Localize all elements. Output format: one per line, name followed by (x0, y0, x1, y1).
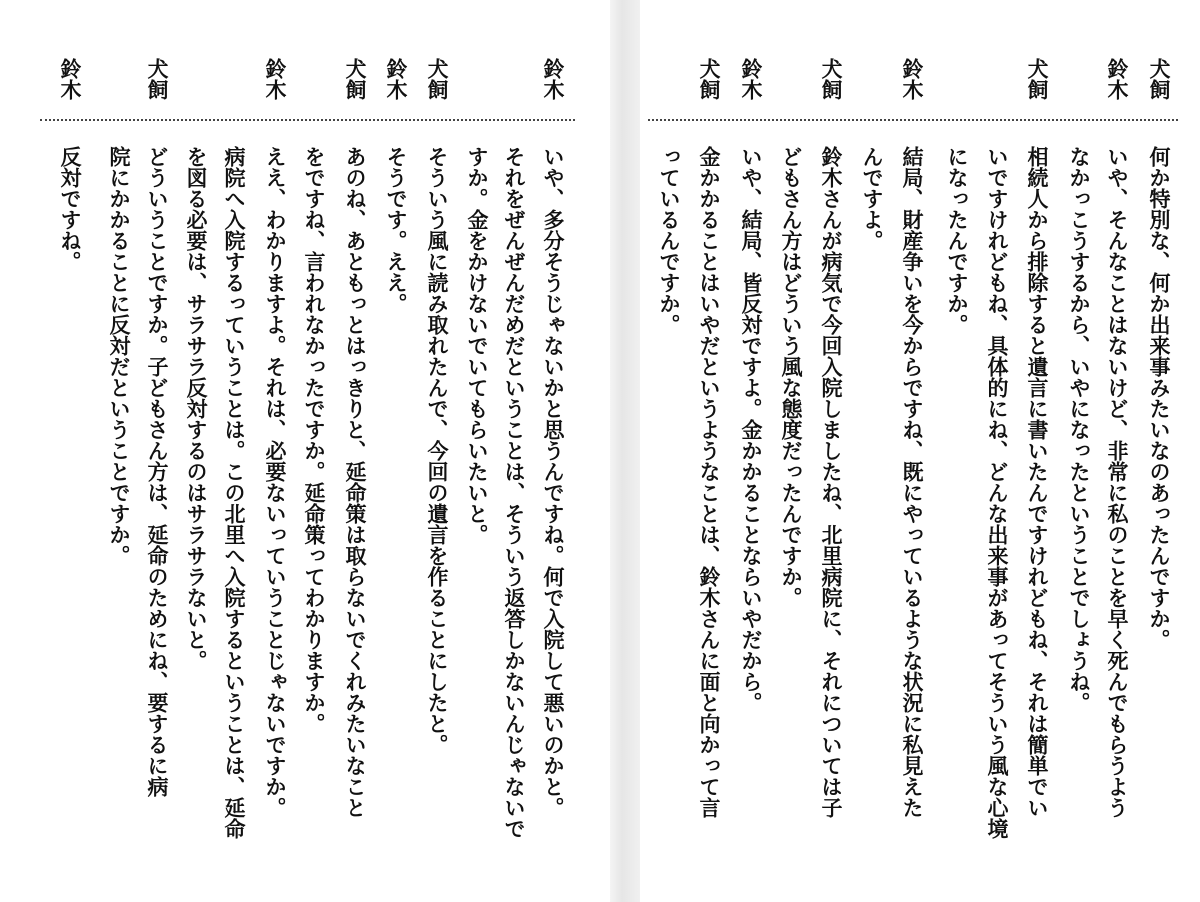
speaker-label: 犬飼 (1025, 58, 1050, 100)
dialogue-line: んですよ。 (860, 146, 885, 251)
dialogue-line: そういう風に読み取れたんで、今回の遺言を作ることにしたと。 (425, 146, 450, 755)
dialogue-line: すか。金をかけないでいてもらいたいと。 (465, 146, 490, 545)
dialogue-line: ええ、わかりますよ。それは、必要ないっていうことじゃないですか。 (263, 146, 288, 818)
dialogue-line: どもさん方はどういう風な態度だったんですか。 (779, 146, 804, 608)
speaker-label: 犬飼 (425, 58, 450, 100)
dotted-divider (648, 119, 1178, 121)
dialogue-line: それをぜんぜんだめだということは、そういう返答しかないんじゃないで (502, 146, 527, 839)
speaker-label: 犬飼 (1147, 58, 1172, 100)
dialogue-line: いや、多分そうじゃないかと思うんですね。何で入院して悪いのかと。 (541, 146, 566, 818)
dialogue-line: 鈴木さんが病気で今回入院しましたね、北里病院に、それについては子 (819, 146, 844, 818)
dialogue-line: をですね、言われなかったですか。延命策ってわかりますか。 (302, 146, 327, 734)
dialogue-line: を図る必要は、サラサラ反対するのはサラサラないと。 (184, 146, 209, 671)
speaker-label: 鈴木 (900, 58, 925, 100)
dialogue-line: 反対ですね。 (58, 146, 83, 272)
book-gutter (610, 0, 640, 902)
dialogue-line: 結局、財産争いを今からですね、既にやっているような状況に私見えた (900, 146, 925, 818)
speaker-label: 鈴木 (58, 58, 83, 100)
speaker-label: 鈴木 (739, 58, 764, 100)
dialogue-line: っているんですか。 (657, 146, 682, 335)
dialogue-line: そうです。ええ。 (384, 146, 409, 314)
dialogue-line: 金かかることはいやだというようなことは、鈴木さんに面と向かって言 (697, 146, 722, 818)
speaker-label: 鈴木 (541, 58, 566, 100)
speaker-label: 鈴木 (384, 58, 409, 100)
dialogue-line: 病院へ入院するっていうことは。この北里へ入院するということは、延命 (222, 146, 247, 839)
dialogue-line: あのね、あともっとはっきりと、延命策は取らないでくれみたいなこと (343, 146, 368, 818)
dialogue-line: いや、そんなことはないけど、非常に私のことを早く死んでもらうよう (1105, 146, 1130, 818)
dialogue-line: 院にかかることに反対だということですか。 (107, 146, 132, 566)
speaker-label: 鈴木 (263, 58, 288, 100)
right-page (640, 0, 1200, 902)
dotted-divider (40, 119, 575, 121)
speaker-label: 犬飼 (819, 58, 844, 100)
dialogue-line: 相続人から排除すると遺言に書いたんですけれどもね、それは簡単でい (1025, 146, 1050, 818)
speaker-label: 犬飼 (145, 58, 170, 100)
dialogue-line: になったんですか。 (945, 146, 970, 335)
dialogue-line: なかっこうするから、いやになったということでしょうね。 (1067, 146, 1092, 713)
dialogue-line: いや、結局、皆反対ですよ。金かかることならいやだから。 (739, 146, 764, 713)
speaker-label: 鈴木 (1105, 58, 1130, 100)
speaker-label: 犬飼 (697, 58, 722, 100)
dialogue-line: いですけれどもね、具体的にね、どんな出来事があってそういう風な心境 (985, 146, 1010, 839)
dialogue-line: 何か特別な、何か出来事みたいなのあったんですか。 (1147, 146, 1172, 650)
dialogue-line: どういうことですか。子どもさん方は、延命のためにね、要するに病 (145, 146, 170, 797)
speaker-label: 犬飼 (343, 58, 368, 100)
